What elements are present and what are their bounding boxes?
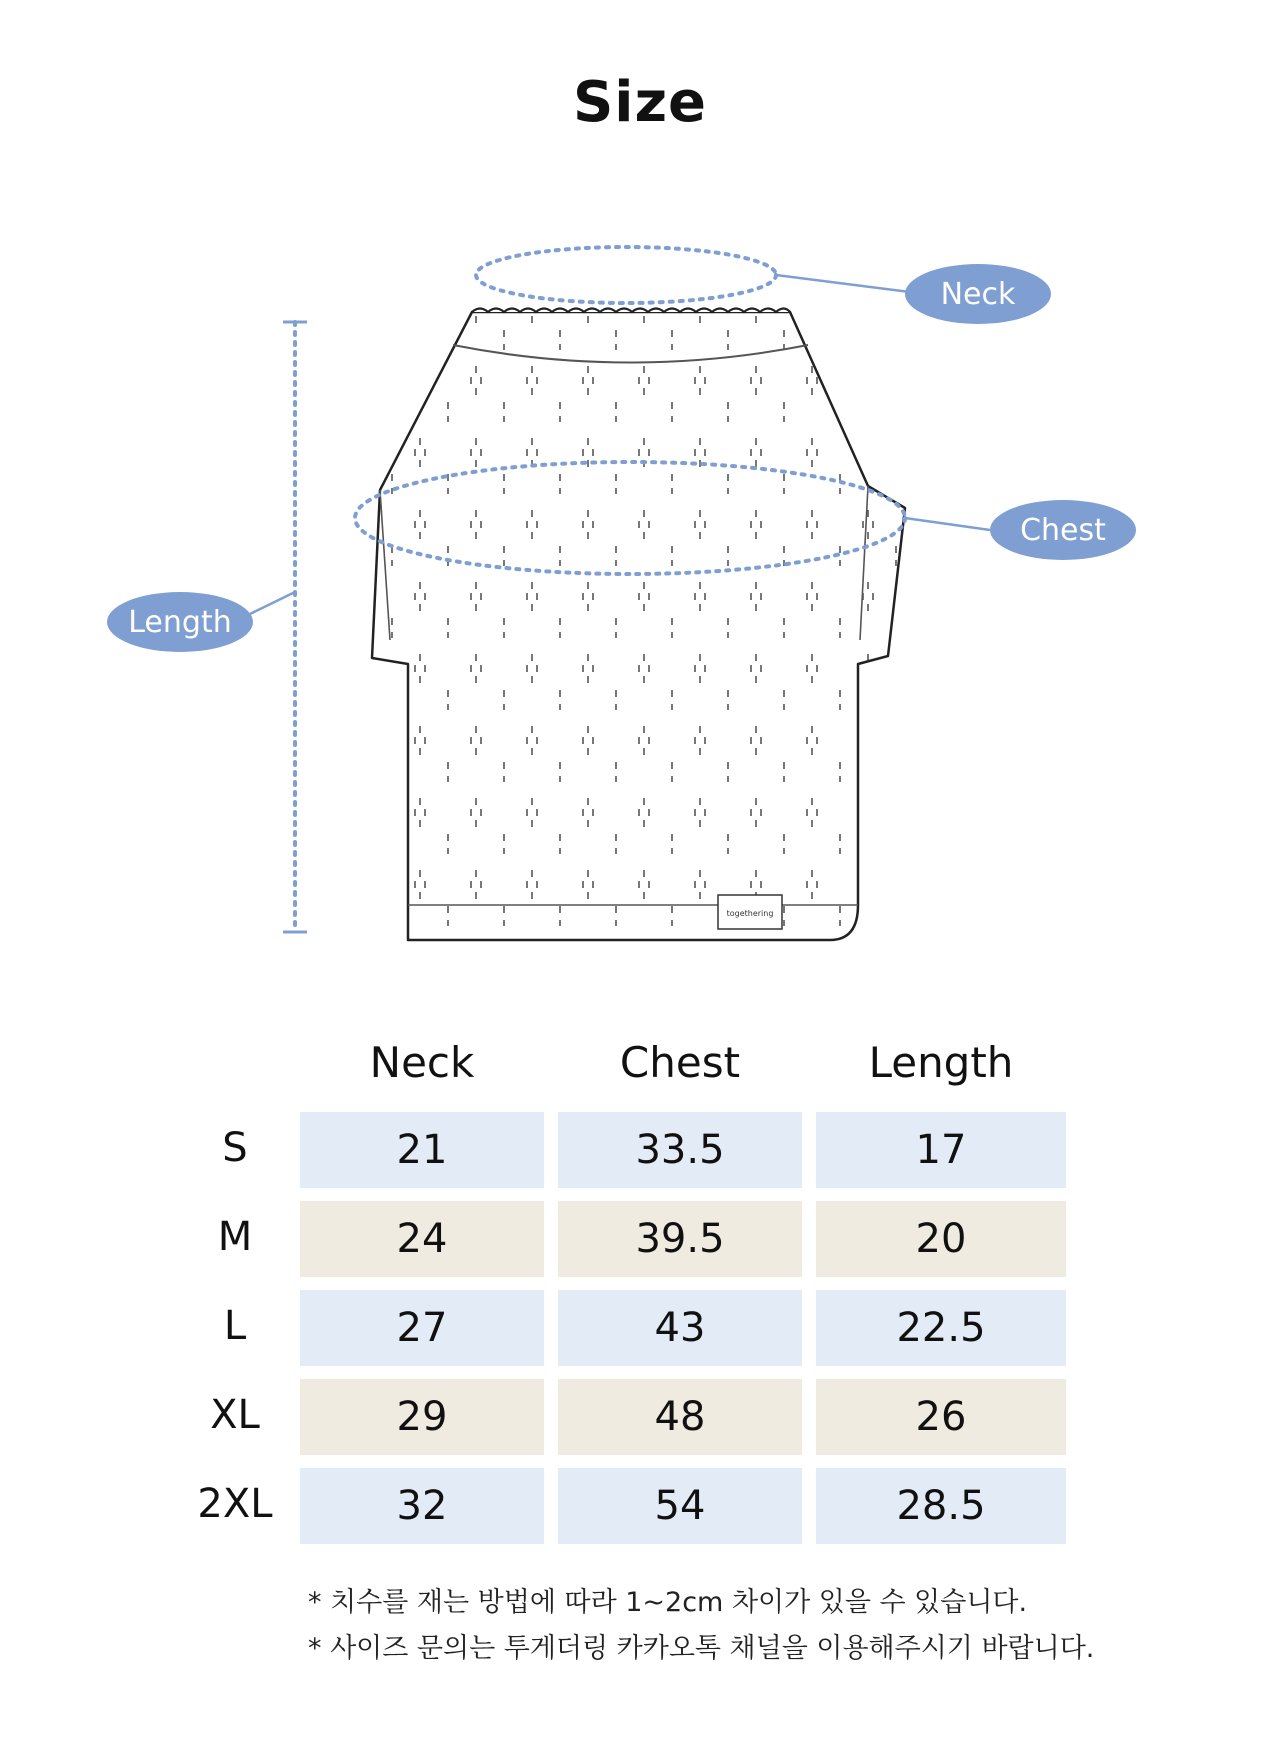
table-cell: 27 (300, 1290, 544, 1366)
column-header-neck: Neck (369, 1038, 475, 1087)
svg-text:Chest: Chest (1020, 513, 1106, 548)
table-cell: 32 (300, 1468, 544, 1544)
table-cell: 21 (300, 1112, 544, 1188)
row-label-l: L (223, 1303, 247, 1349)
table-cell: 24 (300, 1201, 544, 1277)
table-cell: 48 (558, 1379, 802, 1455)
row-label-m: M (217, 1214, 253, 1260)
svg-text:togethering: togethering (726, 909, 774, 918)
table-cell: 28.5 (816, 1468, 1066, 1544)
table-cell: 20 (816, 1201, 1066, 1277)
row-label-s: S (222, 1125, 248, 1171)
note-inquiry: * 사이즈 문의는 투게더링 카카오톡 채널을 이용해주시기 바랍니다. (308, 1633, 1095, 1664)
table-cell: 43 (558, 1290, 802, 1366)
table-cell: 26 (816, 1379, 1066, 1455)
note-measurement: * 치수를 재는 방법에 따라 1~2cm 차이가 있을 수 있습니다. (308, 1587, 1028, 1618)
row-label-2xl: 2XL (197, 1481, 273, 1527)
page-title: Size (572, 70, 708, 135)
svg-text:Neck: Neck (940, 277, 1016, 312)
table-cell: 33.5 (558, 1112, 802, 1188)
table-cell: 29 (300, 1379, 544, 1455)
svg-text:Length: Length (128, 605, 232, 640)
shirt-outline (372, 309, 905, 941)
table-cell: 17 (816, 1112, 1066, 1188)
table-cell: 39.5 (558, 1201, 802, 1277)
column-header-length: Length (868, 1038, 1014, 1087)
brand-tag (718, 895, 782, 929)
column-header-chest: Chest (619, 1038, 741, 1087)
row-label-xl: XL (210, 1392, 260, 1438)
length-guide (107, 322, 307, 932)
table-cell: 54 (558, 1468, 802, 1544)
table-cell: 22.5 (816, 1290, 1066, 1366)
